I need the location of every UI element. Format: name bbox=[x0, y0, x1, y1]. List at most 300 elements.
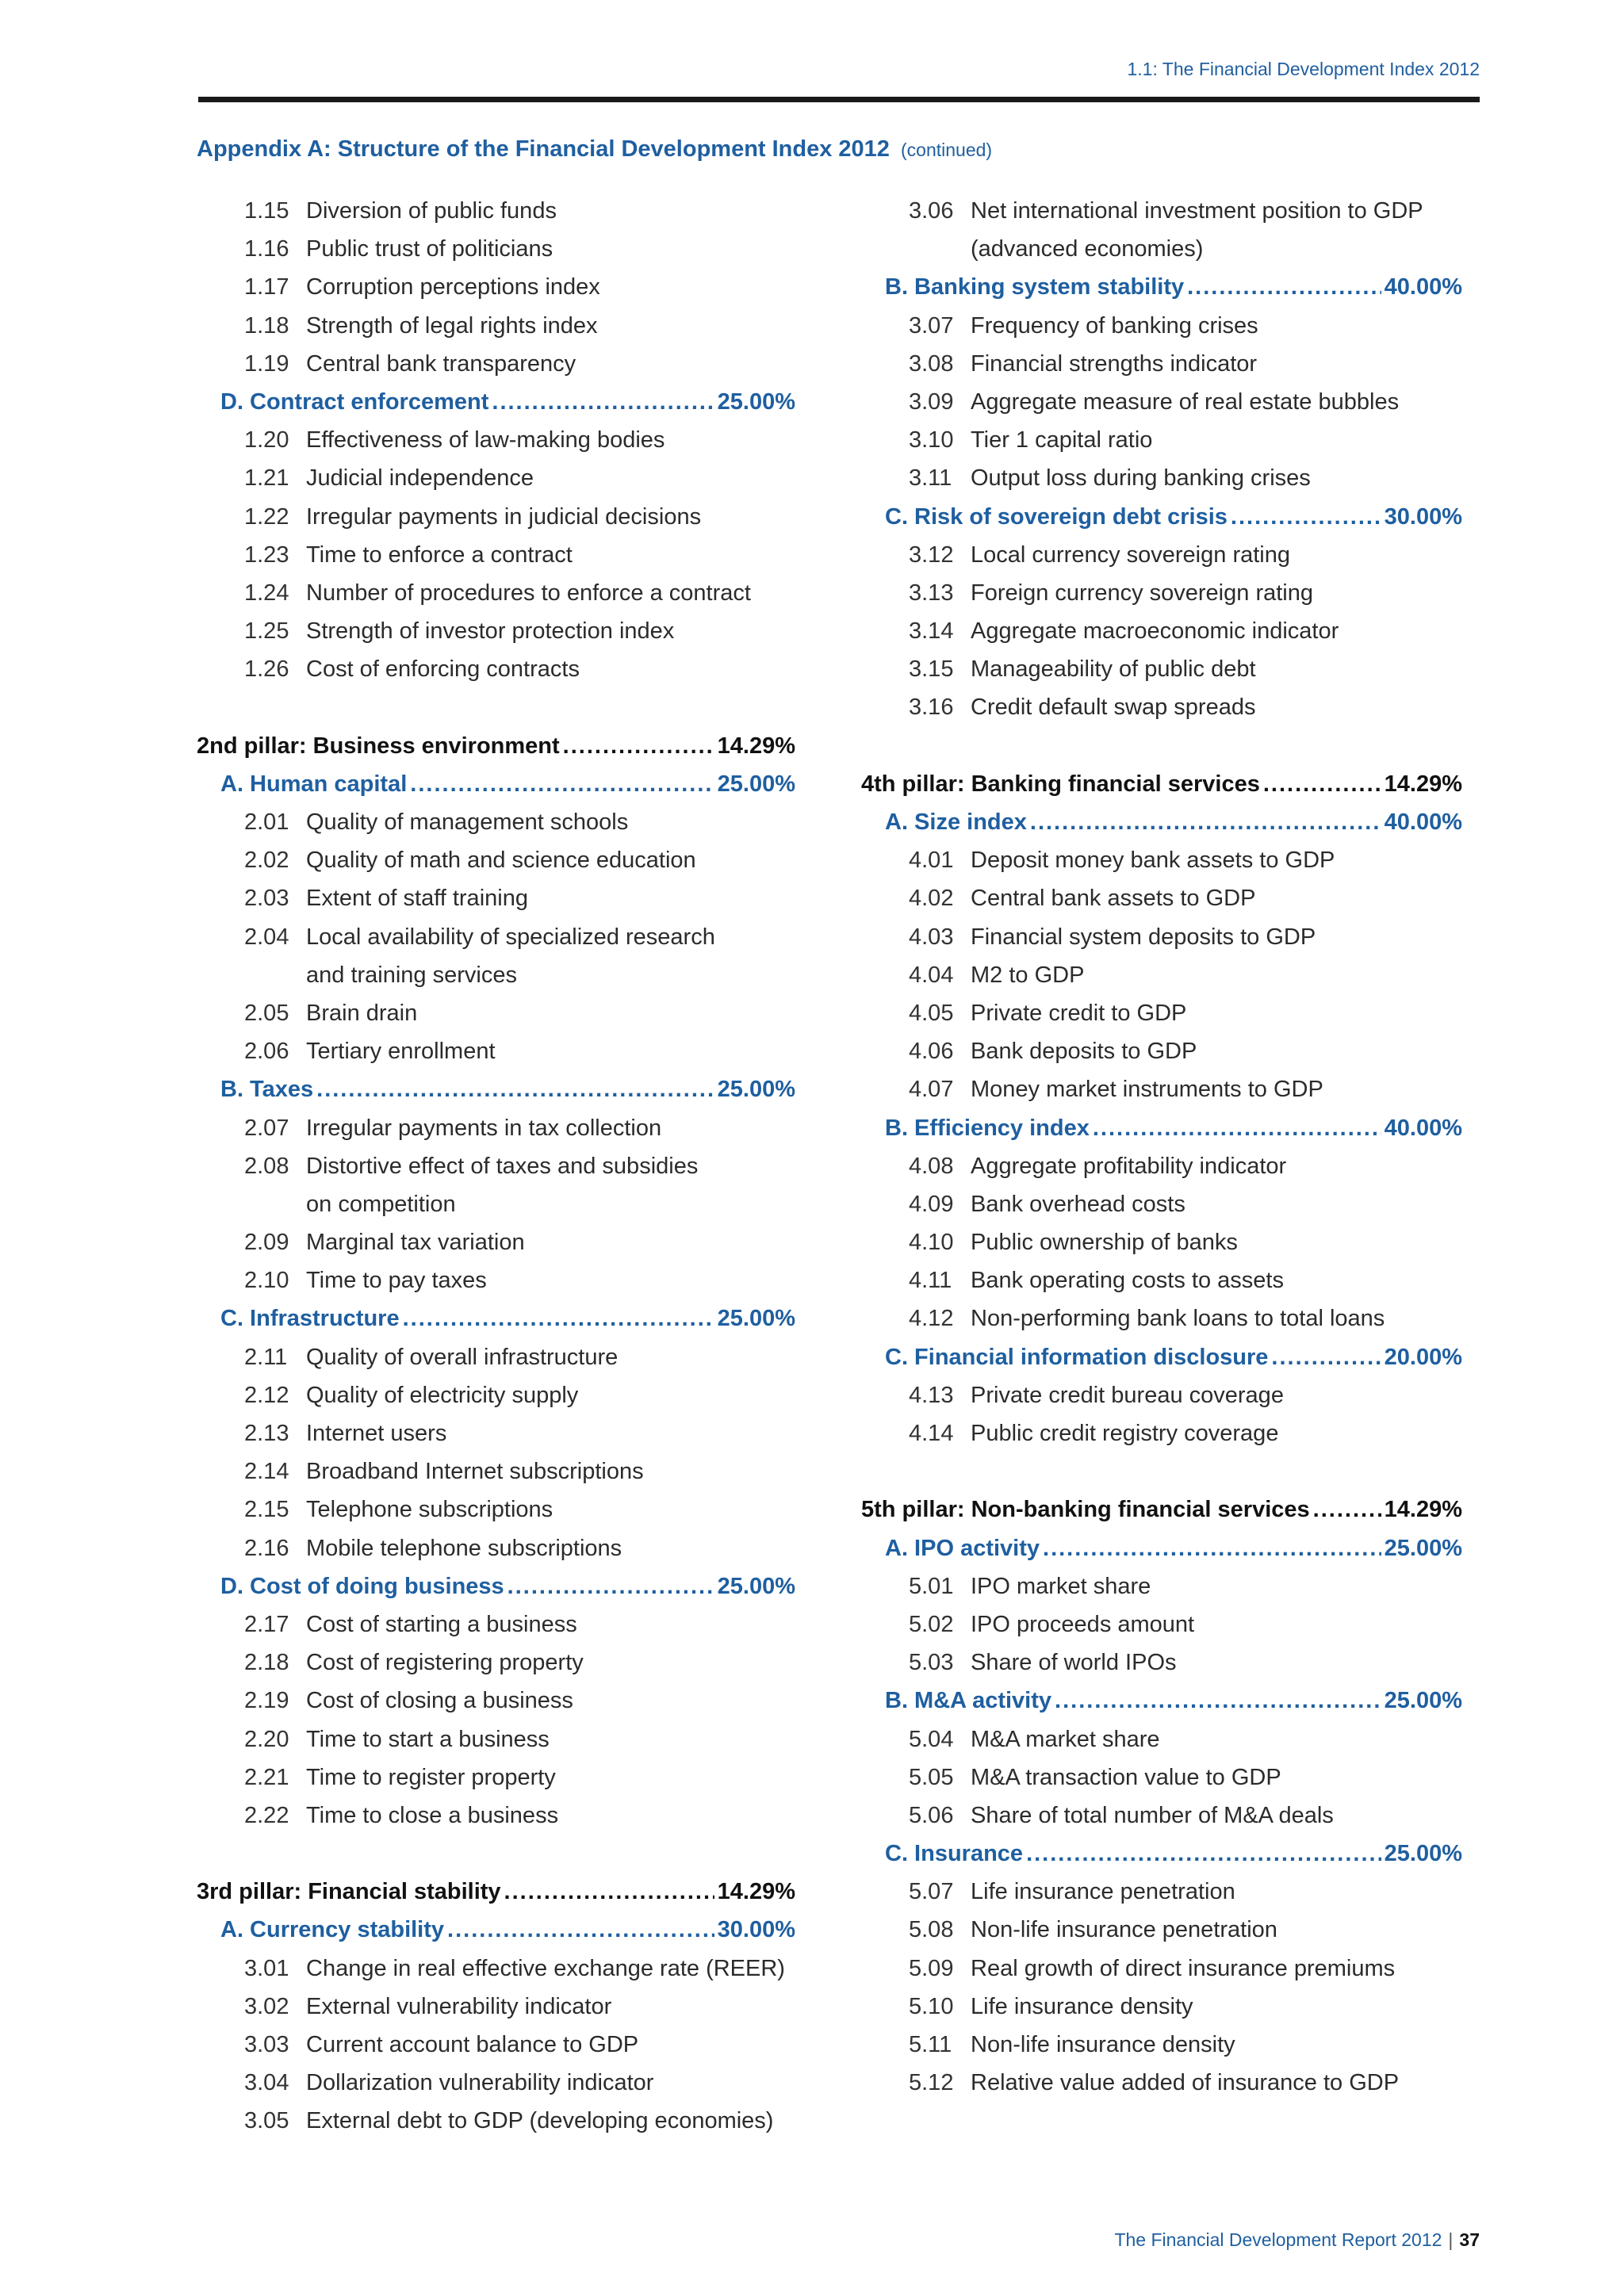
indicator-item bbox=[861, 1376, 1462, 1414]
heading-label: A. IPO activity bbox=[885, 1535, 1040, 1561]
indicator-item bbox=[197, 1376, 795, 1414]
dot-leader bbox=[1030, 803, 1381, 841]
indicator-number: 2.21 bbox=[244, 1764, 289, 1790]
indicator-label: Output loss during banking crises bbox=[971, 465, 1311, 492]
indicator-number: 5.12 bbox=[909, 2070, 954, 2096]
subpillar-heading bbox=[861, 498, 1462, 536]
indicator-number: 2.08 bbox=[244, 1153, 289, 1179]
weight-percentage: 25.00% bbox=[1384, 1535, 1462, 1561]
indicator-label: Life insurance density bbox=[971, 1993, 1193, 2019]
indicator-number: 2.06 bbox=[244, 1039, 289, 1065]
indicator-label: Real growth of direct insurance premiums bbox=[971, 1955, 1396, 1981]
indicator-number: 2.22 bbox=[244, 1802, 289, 1828]
weight-percentage: 14.29% bbox=[1384, 1497, 1462, 1523]
indicator-item bbox=[197, 1797, 795, 1835]
indicator-number: 2.13 bbox=[244, 1421, 289, 1446]
indicator-label: Mobile telephone subscriptions bbox=[306, 1535, 622, 1561]
indicator-item bbox=[861, 918, 1462, 956]
indicator-item bbox=[861, 1605, 1462, 1644]
indicator-number: 2.01 bbox=[244, 809, 289, 835]
indicator-number: 5.07 bbox=[909, 1879, 954, 1905]
indicator-label: Marginal tax variation bbox=[306, 1230, 525, 1256]
indicator-item bbox=[861, 879, 1462, 917]
indicator-number: 2.12 bbox=[244, 1382, 289, 1408]
dot-leader bbox=[1187, 268, 1381, 306]
indicator-number: 4.03 bbox=[909, 924, 954, 950]
item-list bbox=[197, 1223, 795, 1299]
item-list bbox=[861, 1376, 1462, 1452]
indicator-item bbox=[861, 459, 1462, 497]
indicator-label: Tertiary enrollment bbox=[306, 1039, 496, 1065]
indicator-label: Dollarization vulnerability indicator bbox=[306, 2070, 654, 2096]
item-list bbox=[197, 1338, 795, 1567]
spacer bbox=[197, 1835, 795, 1873]
indicator-label: Diversion of public funds bbox=[306, 198, 557, 224]
weight-percentage: 14.29% bbox=[717, 1879, 795, 1905]
indicator-label: Aggregate profitability indicator bbox=[971, 1153, 1287, 1179]
indicator-item bbox=[197, 1261, 795, 1299]
indicator-item bbox=[861, 956, 1462, 994]
indicator-label: Cost of enforcing contracts bbox=[306, 656, 580, 683]
indicator-item bbox=[861, 1950, 1462, 1988]
heading-label: 2nd pillar: Business environment bbox=[197, 733, 560, 759]
indicator-label: Aggregate macroeconomic indicator bbox=[971, 618, 1339, 645]
weight-percentage: 40.00% bbox=[1384, 809, 1462, 835]
heading-label: A. Human capital bbox=[220, 771, 408, 797]
indicator-item bbox=[861, 1644, 1462, 1682]
indicator-label: Time to enforce a contract bbox=[306, 541, 573, 568]
weight-percentage: 25.00% bbox=[717, 388, 795, 415]
indicator-number: 3.12 bbox=[909, 541, 954, 568]
indicator-label: Quality of management schools bbox=[306, 809, 629, 835]
indicator-number: 2.18 bbox=[244, 1650, 289, 1676]
indicator-number: 4.07 bbox=[909, 1077, 954, 1103]
subpillar-heading bbox=[197, 1911, 795, 1949]
indicator-number: 3.11 bbox=[909, 465, 952, 492]
indicator-item bbox=[197, 1109, 795, 1147]
heading-label: A. Size index bbox=[885, 809, 1027, 835]
heading-label: B. M&A activity bbox=[885, 1688, 1052, 1714]
indicator-label: M2 to GDP bbox=[971, 962, 1085, 988]
dot-leader bbox=[563, 727, 714, 765]
dot-leader bbox=[504, 1873, 714, 1911]
indicator-number: 4.13 bbox=[909, 1382, 954, 1408]
indicator-label: IPO market share bbox=[971, 1573, 1151, 1599]
item-list bbox=[197, 421, 795, 688]
indicator-number: 1.18 bbox=[244, 312, 289, 339]
indicator-item bbox=[197, 1720, 795, 1758]
subpillar-heading bbox=[861, 803, 1462, 841]
subpillar-heading bbox=[197, 1299, 795, 1337]
indicator-item bbox=[861, 1261, 1462, 1299]
indicator-number: 5.02 bbox=[909, 1611, 954, 1637]
indicator-label: Irregular payments in judicial decisions bbox=[306, 503, 702, 530]
heading-label: C. Risk of sovereign debt crisis bbox=[885, 503, 1228, 530]
indicator-number: 5.05 bbox=[909, 1764, 954, 1790]
item-list bbox=[861, 1873, 1462, 2102]
indicator-item bbox=[197, 268, 795, 306]
item-list bbox=[861, 192, 1462, 230]
indicator-item bbox=[861, 1720, 1462, 1758]
indicator-label: IPO proceeds amount bbox=[971, 1611, 1195, 1637]
indicator-item bbox=[861, 1988, 1462, 2026]
item-list bbox=[197, 1109, 795, 1185]
indicator-item bbox=[861, 1873, 1462, 1911]
dot-leader bbox=[410, 765, 714, 803]
indicator-label: Local currency sovereign rating bbox=[971, 541, 1290, 568]
item-list bbox=[197, 192, 795, 383]
indicator-number: 3.10 bbox=[909, 427, 954, 453]
indicator-number: 1.22 bbox=[244, 503, 289, 530]
indicator-number: 4.06 bbox=[909, 1039, 954, 1065]
weight-percentage: 25.00% bbox=[1384, 1841, 1462, 1867]
indicator-item bbox=[197, 650, 795, 688]
weight-percentage: 25.00% bbox=[717, 1306, 795, 1332]
indicator-number: 2.16 bbox=[244, 1535, 289, 1561]
heading-label: 4th pillar: Banking financial services bbox=[861, 771, 1260, 797]
indicator-label: Relative value added of insurance to GDP bbox=[971, 2070, 1400, 2096]
indicator-number: 3.16 bbox=[909, 695, 954, 721]
indicator-label: Credit default swap spreads bbox=[971, 695, 1256, 721]
item-list bbox=[197, 994, 795, 1070]
indicator-label: Local availability of specialized research bbox=[306, 924, 715, 950]
item-list bbox=[861, 1147, 1462, 1338]
indicator-label: Time to register property bbox=[306, 1764, 556, 1790]
indicator-number: 4.14 bbox=[909, 1421, 954, 1446]
indicator-label: Non-life insurance density bbox=[971, 2032, 1235, 2057]
indicator-item bbox=[197, 192, 795, 230]
pillar-heading bbox=[861, 765, 1462, 803]
indicator-item bbox=[861, 994, 1462, 1032]
subpillar-heading bbox=[861, 1338, 1462, 1376]
indicator-number: 4.04 bbox=[909, 962, 954, 988]
indicator-item bbox=[861, 1299, 1462, 1337]
indicator-number: 2.17 bbox=[244, 1611, 289, 1637]
subpillar-heading bbox=[197, 765, 795, 803]
indicator-label: External vulnerability indicator bbox=[306, 1993, 612, 2019]
indicator-number: 5.04 bbox=[909, 1726, 954, 1752]
pillar-heading bbox=[197, 1873, 795, 1911]
indicator-item bbox=[197, 230, 795, 268]
indicator-label: Quality of electricity supply bbox=[306, 1382, 579, 1408]
subpillar-heading bbox=[861, 268, 1462, 306]
indicator-item bbox=[197, 498, 795, 536]
indicator-label: Quality of overall infrastructure bbox=[306, 1344, 619, 1370]
indicator-label: Financial strengths indicator bbox=[971, 350, 1258, 377]
indicator-number: 3.04 bbox=[244, 2070, 289, 2096]
weight-percentage: 40.00% bbox=[1384, 274, 1462, 300]
indicator-label: Financial system deposits to GDP bbox=[971, 924, 1316, 950]
indicator-item bbox=[197, 1452, 795, 1490]
heading-label: A. Currency stability bbox=[220, 1917, 445, 1943]
heading-label: B. Taxes bbox=[220, 1077, 314, 1103]
indicator-label: Time to close a business bbox=[306, 1802, 559, 1828]
indicator-number: 2.20 bbox=[244, 1726, 289, 1752]
indicator-number: 3.09 bbox=[909, 388, 954, 415]
dot-leader bbox=[1271, 1338, 1381, 1376]
indicator-number: 5.10 bbox=[909, 1993, 954, 2019]
indicator-item bbox=[197, 994, 795, 1032]
indicator-number: 2.14 bbox=[244, 1459, 289, 1485]
indicator-item bbox=[197, 1682, 795, 1720]
indicator-item bbox=[197, 841, 795, 879]
dot-leader bbox=[403, 1299, 714, 1337]
item-list bbox=[197, 1605, 795, 1835]
indicator-number: 3.01 bbox=[244, 1955, 289, 1981]
indicator-label: Strength of legal rights index bbox=[306, 312, 598, 339]
indicator-label: Public credit registry coverage bbox=[971, 1421, 1279, 1446]
subpillar-heading bbox=[197, 1567, 795, 1605]
dot-leader bbox=[1263, 765, 1381, 803]
heading-label: B. Efficiency index bbox=[885, 1115, 1090, 1141]
indicator-item bbox=[197, 879, 795, 917]
appendix-title-text: Appendix A: Structure of the Financial Development Index 2012 bbox=[197, 136, 890, 162]
indicator-item bbox=[861, 2026, 1462, 2064]
indicator-label: Aggregate measure of real estate bubbles bbox=[971, 388, 1400, 415]
indicator-number: 1.24 bbox=[244, 580, 289, 606]
indicator-item bbox=[197, 1988, 795, 2026]
indicator-item bbox=[197, 2064, 795, 2102]
indicator-label: Deposit money bank assets to GDP bbox=[971, 848, 1335, 874]
indicator-label: Bank overhead costs bbox=[971, 1191, 1185, 1217]
weight-percentage: 20.00% bbox=[1384, 1344, 1462, 1370]
indicator-label: Judicial independence bbox=[306, 465, 534, 492]
indicator-label: Number of procedures to enforce a contract bbox=[306, 580, 751, 606]
indicator-item bbox=[861, 574, 1462, 612]
indicator-item bbox=[861, 650, 1462, 688]
indicator-label: Extent of staff training bbox=[306, 886, 528, 912]
spacer bbox=[861, 1452, 1462, 1490]
indicator-item bbox=[197, 307, 795, 345]
pillar-heading bbox=[197, 727, 795, 765]
indicator-item bbox=[197, 574, 795, 612]
heading-label: D. Contract enforcement bbox=[220, 388, 489, 415]
indicator-label: Quality of math and science education bbox=[306, 848, 696, 874]
indicator-item bbox=[197, 1950, 795, 1988]
indicator-label: Cost of starting a business bbox=[306, 1611, 577, 1637]
indicator-number: 1.26 bbox=[244, 656, 289, 683]
indicator-label: External debt to GDP (developing economies) bbox=[306, 2108, 774, 2134]
indicator-number: 1.25 bbox=[244, 618, 289, 645]
indicator-item bbox=[861, 421, 1462, 459]
indicator-number: 3.05 bbox=[244, 2108, 289, 2134]
indicator-number: 5.08 bbox=[909, 1917, 954, 1943]
dot-leader bbox=[1093, 1109, 1381, 1147]
weight-percentage: 25.00% bbox=[1384, 1688, 1462, 1714]
heading-label: B. Banking system stability bbox=[885, 274, 1185, 300]
indicator-label: Effectiveness of law-making bodies bbox=[306, 427, 665, 453]
indicator-label: Cost of closing a business bbox=[306, 1688, 573, 1714]
subpillar-heading bbox=[197, 383, 795, 421]
indicator-number: 3.08 bbox=[909, 350, 954, 377]
indicator-number: 1.17 bbox=[244, 274, 289, 300]
indicator-item bbox=[197, 1338, 795, 1376]
subpillar-heading bbox=[861, 1835, 1462, 1873]
indicator-item bbox=[861, 2064, 1462, 2102]
indicator-item bbox=[197, 1605, 795, 1644]
dot-leader bbox=[447, 1911, 714, 1949]
indicator-label: M&A market share bbox=[971, 1726, 1160, 1752]
subpillar-heading bbox=[861, 1682, 1462, 1720]
indicator-number: 2.10 bbox=[244, 1268, 289, 1294]
indicator-number: 2.04 bbox=[244, 924, 289, 950]
indicator-number: 2.11 bbox=[244, 1344, 288, 1370]
indicator-label: Share of world IPOs bbox=[971, 1650, 1177, 1676]
item-list bbox=[861, 1720, 1462, 1835]
indicator-number: 3.02 bbox=[244, 1993, 289, 2019]
heading-label: 3rd pillar: Financial stability bbox=[197, 1879, 501, 1905]
indicator-number: 4.11 bbox=[909, 1268, 952, 1294]
indicator-item bbox=[197, 1529, 795, 1567]
indicator-label: Time to start a business bbox=[306, 1726, 550, 1752]
indicator-label: Central bank transparency bbox=[306, 350, 576, 377]
indicator-item bbox=[197, 803, 795, 841]
indicator-item bbox=[861, 1223, 1462, 1261]
indicator-item bbox=[861, 536, 1462, 574]
dot-leader bbox=[316, 1070, 714, 1108]
dot-leader bbox=[508, 1567, 714, 1605]
item-continuation: on competition bbox=[306, 1191, 456, 1217]
weight-percentage: 14.29% bbox=[1384, 771, 1462, 797]
heading-label: C. Infrastructure bbox=[220, 1306, 400, 1332]
weight-percentage: 30.00% bbox=[1384, 503, 1462, 530]
indicator-number: 4.01 bbox=[909, 848, 954, 874]
item-list bbox=[197, 803, 795, 956]
page-number: 37 bbox=[1459, 2229, 1480, 2250]
indicator-number: 2.02 bbox=[244, 848, 289, 874]
indicator-item bbox=[197, 345, 795, 383]
indicator-item bbox=[861, 1070, 1462, 1108]
indicator-item bbox=[861, 192, 1462, 230]
indicator-item bbox=[861, 383, 1462, 421]
indicator-item bbox=[861, 1414, 1462, 1452]
indicator-label: Telephone subscriptions bbox=[306, 1497, 553, 1523]
indicator-item bbox=[197, 612, 795, 650]
indicator-label: Strength of investor protection index bbox=[306, 618, 675, 645]
indicator-number: 5.09 bbox=[909, 1955, 954, 1981]
indicator-item bbox=[861, 1797, 1462, 1835]
indicator-number: 3.03 bbox=[244, 2032, 289, 2057]
indicator-label: Net international investment position to GDP bbox=[971, 198, 1423, 224]
indicator-item bbox=[861, 1758, 1462, 1797]
heading-label: C. Financial information disclosure bbox=[885, 1344, 1269, 1370]
indicator-label: Share of total number of M&A deals bbox=[971, 1802, 1334, 1828]
indicator-item bbox=[861, 345, 1462, 383]
weight-percentage: 30.00% bbox=[717, 1917, 795, 1943]
spacer bbox=[197, 688, 795, 726]
indicator-item bbox=[197, 1223, 795, 1261]
item-list bbox=[861, 536, 1462, 727]
indicator-item bbox=[861, 307, 1462, 345]
right-column bbox=[861, 192, 1462, 2102]
subpillar-heading bbox=[861, 1109, 1462, 1147]
subpillar-heading bbox=[197, 1070, 795, 1108]
indicator-number: 4.08 bbox=[909, 1153, 954, 1179]
indicator-number: 2.05 bbox=[244, 1000, 289, 1026]
indicator-label: Non-life insurance penetration bbox=[971, 1917, 1277, 1943]
indicator-item bbox=[197, 459, 795, 497]
indicator-item bbox=[197, 1644, 795, 1682]
indicator-label: Internet users bbox=[306, 1421, 447, 1446]
indicator-label: Private credit to GDP bbox=[971, 1000, 1187, 1026]
indicator-label: Distortive effect of taxes and subsidies bbox=[306, 1153, 699, 1179]
indicator-number: 3.13 bbox=[909, 580, 954, 606]
indicator-item bbox=[197, 1032, 795, 1070]
indicator-label: Change in real effective exchange rate (REER) bbox=[306, 1955, 785, 1981]
indicator-label: Foreign currency sovereign rating bbox=[971, 580, 1313, 606]
indicator-label: Central bank assets to GDP bbox=[971, 886, 1256, 912]
left-column bbox=[197, 192, 795, 2141]
indicator-number: 4.02 bbox=[909, 886, 954, 912]
indicator-item bbox=[197, 1490, 795, 1529]
indicator-label: Broadband Internet subscriptions bbox=[306, 1459, 644, 1485]
indicator-number: 1.23 bbox=[244, 541, 289, 568]
heading-label: 5th pillar: Non-banking financial services bbox=[861, 1497, 1310, 1523]
indicator-number: 1.16 bbox=[244, 236, 289, 262]
indicator-label: Money market instruments to GDP bbox=[971, 1077, 1323, 1103]
appendix-title bbox=[197, 136, 992, 163]
footer-separator: | bbox=[1448, 2229, 1454, 2250]
subpillar-heading bbox=[861, 1529, 1462, 1567]
indicator-number: 3.15 bbox=[909, 656, 954, 683]
indicator-label: Time to pay taxes bbox=[306, 1268, 487, 1294]
indicator-label: Bank operating costs to assets bbox=[971, 1268, 1284, 1294]
indicator-label: Manageability of public debt bbox=[971, 656, 1256, 683]
indicator-item bbox=[861, 1185, 1462, 1223]
dot-leader bbox=[492, 383, 714, 421]
indicator-number: 2.07 bbox=[244, 1115, 289, 1141]
indicator-number: 1.15 bbox=[244, 198, 289, 224]
footer-report-title: The Financial Development Report 2012 bbox=[1114, 2229, 1442, 2250]
indicator-item bbox=[861, 612, 1462, 650]
indicator-item bbox=[197, 536, 795, 574]
indicator-item bbox=[861, 688, 1462, 726]
item-list bbox=[861, 1567, 1462, 1682]
indicator-label: Public trust of politicians bbox=[306, 236, 553, 262]
indicator-item bbox=[197, 1758, 795, 1797]
continued-label: (continued) bbox=[901, 140, 993, 160]
indicator-number: 5.03 bbox=[909, 1650, 954, 1676]
indicator-item bbox=[197, 1414, 795, 1452]
indicator-item bbox=[861, 841, 1462, 879]
item-continuation: and training services bbox=[306, 962, 517, 988]
indicator-item bbox=[861, 1147, 1462, 1185]
item-list bbox=[861, 307, 1462, 498]
weight-percentage: 25.00% bbox=[717, 1077, 795, 1103]
item-list bbox=[197, 1950, 795, 2141]
spacer bbox=[861, 727, 1462, 765]
indicator-number: 3.14 bbox=[909, 618, 954, 645]
indicator-number: 3.06 bbox=[909, 198, 954, 224]
indicator-label: Private credit bureau coverage bbox=[971, 1382, 1284, 1408]
indicator-item bbox=[197, 421, 795, 459]
indicator-number: 2.19 bbox=[244, 1688, 289, 1714]
indicator-item bbox=[861, 1567, 1462, 1605]
running-header: 1.1: The Financial Development Index 2012 bbox=[1127, 59, 1480, 79]
indicator-item bbox=[861, 1911, 1462, 1949]
indicator-label: Public ownership of banks bbox=[971, 1230, 1238, 1256]
indicator-label: Frequency of banking crises bbox=[971, 312, 1258, 339]
indicator-number: 4.10 bbox=[909, 1230, 954, 1256]
weight-percentage: 25.00% bbox=[717, 1573, 795, 1599]
indicator-label: Tier 1 capital ratio bbox=[971, 427, 1153, 453]
weight-percentage: 14.29% bbox=[717, 733, 795, 759]
indicator-number: 1.19 bbox=[244, 350, 289, 377]
indicator-number: 4.05 bbox=[909, 1000, 954, 1026]
item-list bbox=[861, 841, 1462, 1108]
indicator-item bbox=[197, 2026, 795, 2064]
indicator-number: 5.11 bbox=[909, 2032, 952, 2057]
